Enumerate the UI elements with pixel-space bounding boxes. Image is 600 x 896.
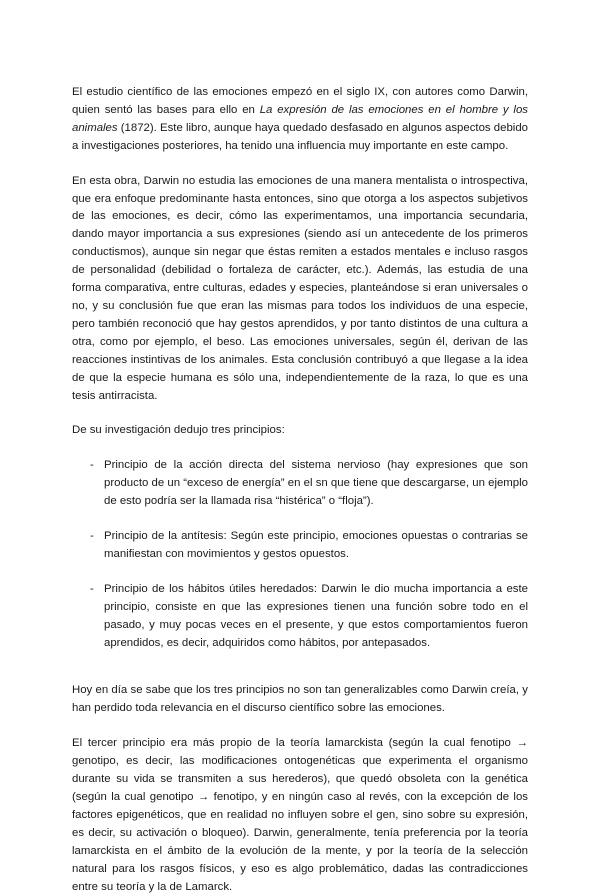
list-bullet: - bbox=[90, 582, 94, 595]
paragraph-lamarck: El tercer principio era más propio de la teoría lamarckista (según la cual fenotipo → genotipo, es decir, las modificaciones ontogenéticas que experimenta el organismo durante su vida se transmiten a sus herederos), que quedó obsoleta con la genética (según la cual genotipo → fenotipo, y en ningún caso al revés, con la excepción de los factores epigenéticos, que en realidad no influyen sobre el gen, sino sobre su expresión, es decir, su activación o bloqueo). Darwin, generalmente, tenía preferencia por la teoría lamarckista en el ámbito de la evolución de la mente, y por la teoría de la selección natural para los rasgos físicos, y eso es algo problemático, dadas las contradicciones entre su teoría y la de Lamarck. bbox=[72, 737, 528, 893]
paragraph-intro bbox=[72, 84, 528, 156]
paragraph-spacer bbox=[72, 440, 528, 457]
paragraph-principles-intro: De su investigación dedujo tres principios: bbox=[72, 424, 285, 437]
principle-text: Principio de la antítesis: Según este principio, emociones opuestas o contrarias se manifiestan con movimientos y gestos opuestos. bbox=[104, 530, 528, 560]
document-body bbox=[72, 84, 528, 896]
principle-text: Principio de los hábitos útiles heredados: Darwin le dio mucha importancia a este principio, consiste en que las expresiones tienen una función sobre todo en el pasado, y muy pocas veces en el presente, y que estos comportamientos fueron aprendidos, es decir, adquiridos como hábitos, por antepasados. bbox=[104, 582, 528, 649]
paragraph-spacer bbox=[72, 652, 528, 682]
list-bullet: - bbox=[90, 530, 94, 543]
paragraph-intro-text-a: El estudio científico de las emociones empezó en el siglo IX, con autores como Darwin, quien sentó las bases para ello en bbox=[72, 86, 528, 116]
list-item bbox=[72, 581, 528, 653]
list-item bbox=[72, 528, 528, 564]
paragraph-spacer bbox=[72, 156, 528, 173]
paragraph-today: Hoy en día se sabe que los tres principios no son tan generalizables como Darwin creía, y han perdido toda relevancia en el discurso científico sobre las emociones. bbox=[72, 684, 528, 715]
paragraph-spacer bbox=[72, 405, 528, 422]
list-item bbox=[72, 457, 528, 511]
list-bullet: - bbox=[90, 459, 94, 472]
book-title: La expresión de las emociones en el hombre y los animales bbox=[72, 103, 528, 134]
paragraph-darwin-work: En esta obra, Darwin no estudia las emociones de una manera mentalista o introspectiva, que era enfoque predominante hasta entonces, sino que otorga a los aspectos subjetivos de las emociones, es decir, cómo las experimentamos, una importancia secundaria, dando mayor importancia a sus expresiones (siendo así un antecedente de los primeros conductismos), aunque sin negar que éstas remiten a estados mentales e incluso rasgos de personalidad (debilidad o fortaleza de carácter, etc.). Además, las estudia de una forma comparativa, entre culturas, edades y especies, planteándose si eran universales o no, y su conclusión fue que eran las mismas para todos los individuos de una especie, pero también reconoció que hay gestos aprendidos, y por tanto distintos de una cultura a otra, como por ejemplo, el beso. Las emociones universales, según él, derivan de las reacciones instintivas de los animales. Esta conclusión contribuyó a que llegase a la idea de que la especie humana es sólo una, independientemente de la raza, lo que es una tesis antirracista. bbox=[72, 174, 528, 402]
paragraph-intro-text-b: (1872). Este libro, aunque haya quedado desfasado en algunos aspectos debido a investigaciones posteriores, ha tenido una influencia muy importante en este campo. bbox=[72, 121, 528, 152]
principle-text: Principio de la acción directa del sistema nervioso (hay expresiones que son producto de un “exceso de energía” en el sn que tiene que descargarse, un ejemplo de esto podría ser la llamada risa “histérica” o “floja”). bbox=[104, 459, 528, 508]
paragraph-spacer bbox=[72, 718, 528, 735]
principles-list bbox=[72, 457, 528, 652]
